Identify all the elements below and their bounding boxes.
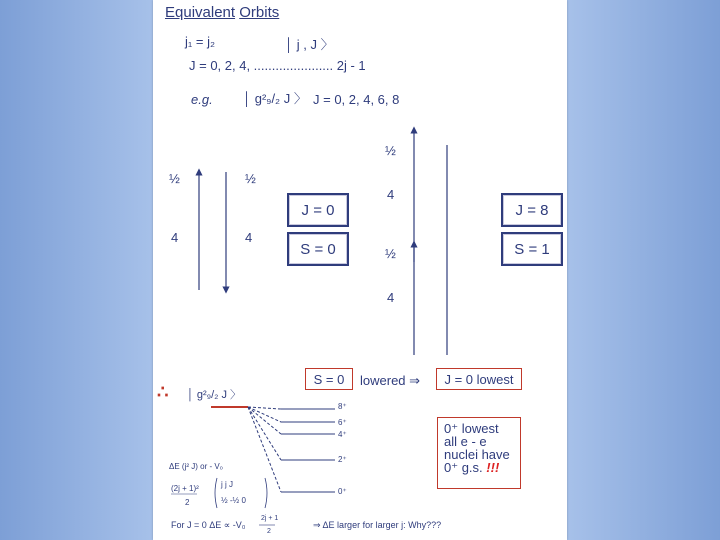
matrix-bottom-row: ½ -½ 0 xyxy=(221,496,246,505)
ket-j-j: │ j , J 〉 xyxy=(285,37,334,52)
box-s0: S = 0 xyxy=(287,232,349,266)
ket-g92: │ g²₉/₂ J 〉 xyxy=(243,91,307,106)
conclusion-line2: all e - e xyxy=(444,434,487,449)
formula-prefactor-num: (2j + 1)² xyxy=(171,484,199,493)
therefore-symbol: ∴ xyxy=(157,382,169,402)
bottom-frac-top: 2j + 1 xyxy=(261,515,279,522)
level-0plus: 0⁺ xyxy=(338,487,347,496)
g92-j-values: J = 0, 2, 4, 6, 8 xyxy=(313,92,400,107)
level-2plus: 2⁺ xyxy=(338,455,347,464)
left-four-b: 4 xyxy=(245,230,253,245)
matrix-top-row: j j J xyxy=(221,480,233,489)
left-four-a: 4 xyxy=(171,230,179,245)
conclusion-line4: 0⁺ g.s. xyxy=(444,460,483,475)
diagram-lines xyxy=(153,0,567,540)
title-word-equivalent: Equivalent xyxy=(165,4,236,21)
left-half-b: ½ xyxy=(245,171,256,186)
conclusion-line3: nuclei have xyxy=(444,447,510,462)
formula-prefactor-den: 2 xyxy=(185,498,190,507)
right-half-top: ½ xyxy=(385,143,396,158)
example-label: e.g. xyxy=(191,92,213,107)
j0-lowest-box: J = 0 lowest xyxy=(436,368,522,390)
slide xyxy=(153,0,567,540)
level-8plus: 8⁺ xyxy=(338,402,347,411)
equal-j-condition: j₁ = j₂ xyxy=(185,34,216,49)
right-four-top: 4 xyxy=(387,187,395,202)
bottom-right-conclusion: ⇒ ΔE larger for larger j: Why??? xyxy=(313,520,442,530)
conclusion-exclaim: !!! xyxy=(486,460,500,475)
conclusion-line1: 0⁺ lowest xyxy=(444,421,499,436)
title-word-orbits: Orbits xyxy=(239,4,280,21)
left-half-a: ½ xyxy=(169,171,180,186)
formula-delta-e: ΔE (j² J) or - V₀ xyxy=(169,462,223,471)
bottom-frac-bot: 2 xyxy=(267,528,271,535)
bottom-left-formula: For J = 0 ΔE ∝ -V₀ xyxy=(171,520,246,530)
box-j0: J = 0 xyxy=(287,193,349,227)
level-4plus: 4⁺ xyxy=(338,430,347,439)
lowered-label: lowered ⇒ xyxy=(360,373,421,388)
level-6plus: 6⁺ xyxy=(338,418,347,427)
right-half-mid: ½ xyxy=(385,246,396,261)
ket-g92-lower: │ g²₉/₂ J 〉 xyxy=(187,389,242,401)
allowed-j-values: J = 0, 2, 4, ...................... 2j - 1 xyxy=(189,58,366,73)
right-four-mid: 4 xyxy=(387,290,395,305)
box-j8: J = 8 xyxy=(501,193,563,227)
lower-s0-box: S = 0 xyxy=(305,368,353,390)
box-s1: S = 1 xyxy=(501,232,563,266)
